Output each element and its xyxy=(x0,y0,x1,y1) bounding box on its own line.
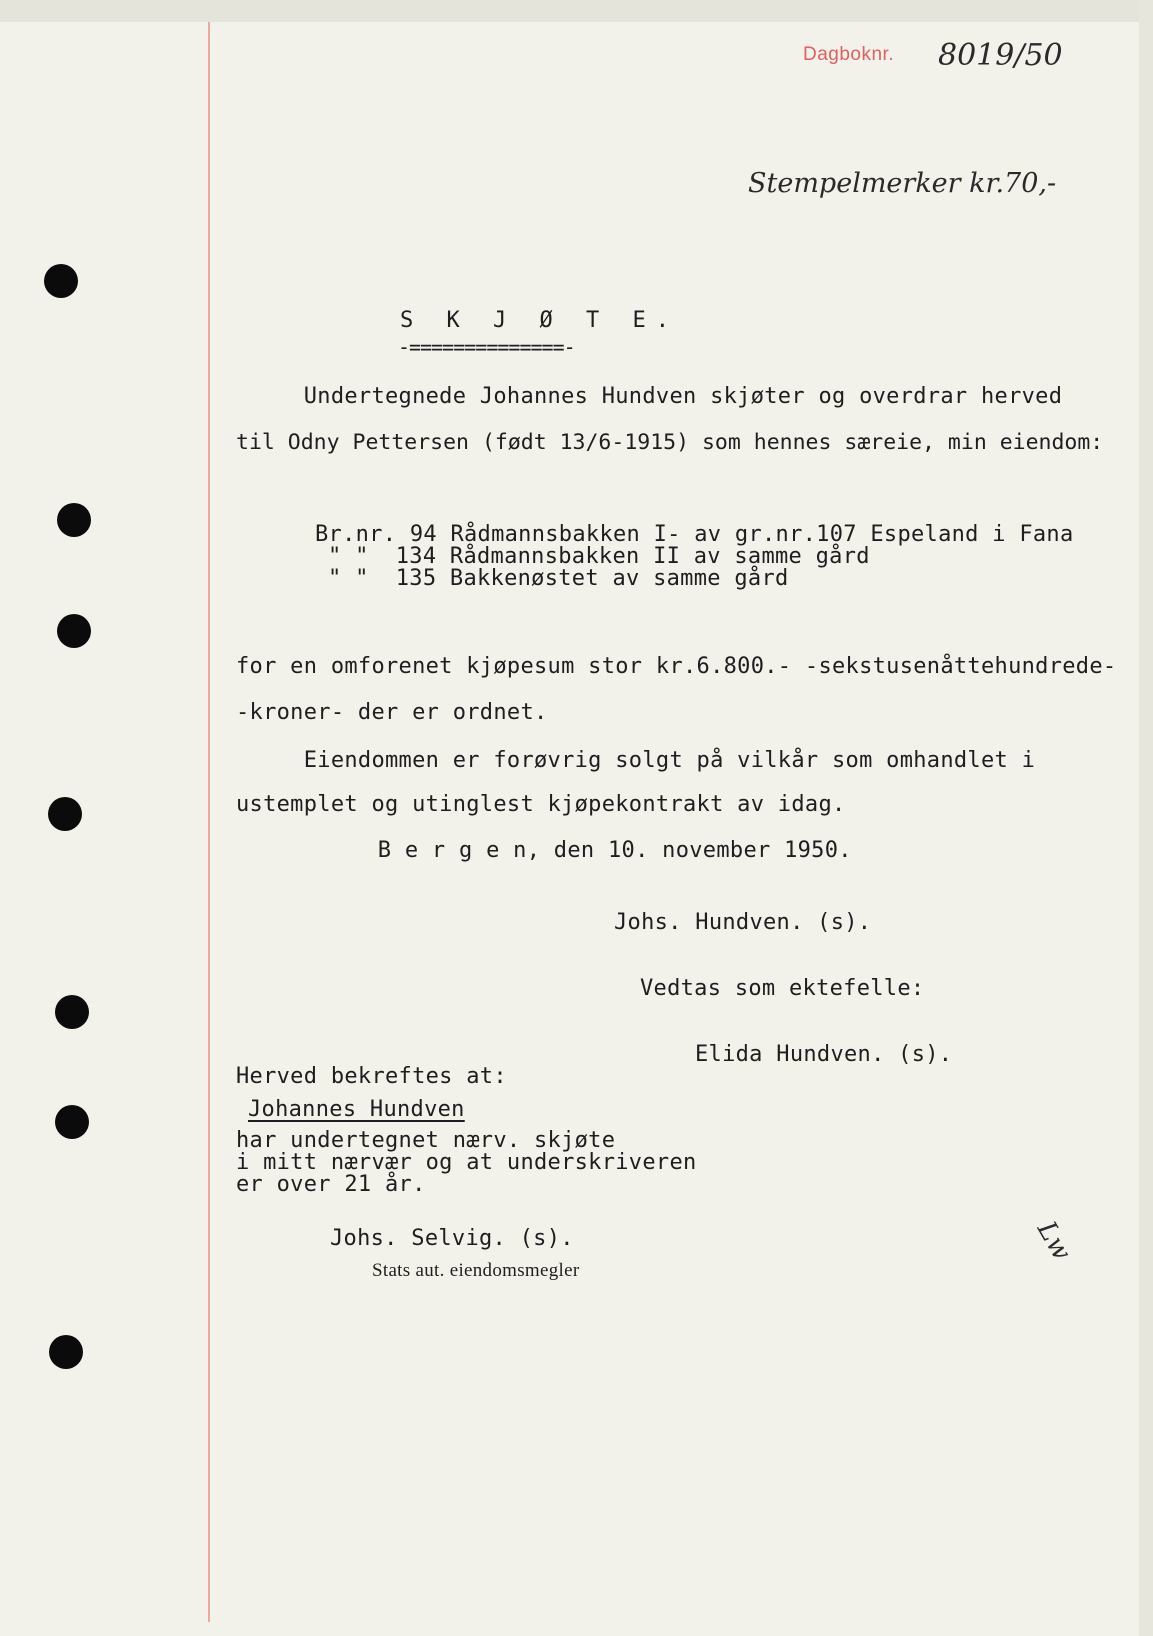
red-margin-line xyxy=(208,22,210,1622)
punch-hole xyxy=(48,797,82,831)
witness-line-1: har undertegnet nærv. skjøte xyxy=(236,1128,616,1153)
property-line-3: " " 135 Bakkenøstet av samme gård xyxy=(328,566,789,591)
punch-hole xyxy=(49,1335,83,1369)
seller-signature: Johs. Hundven. (s). xyxy=(614,910,872,935)
broker-signature: Johs. Selvig. (s). xyxy=(330,1226,574,1251)
property-line-1: Br.nr. 94 Rådmannsbakken I- av gr.nr.107 Espeland i Fana xyxy=(315,522,1074,547)
terms-line-2: ustemplet og utinglest kjøpekontrakt av idag. xyxy=(236,792,846,817)
scan-right-edge xyxy=(1139,0,1153,1636)
broker-title: Stats aut. eiendomsmegler xyxy=(372,1260,580,1281)
witness-party-name: Johannes Hundven xyxy=(248,1097,465,1122)
punch-hole xyxy=(55,995,89,1029)
punch-hole xyxy=(55,1105,89,1139)
witness-heading: Herved bekreftes at: xyxy=(236,1064,507,1089)
punch-hole xyxy=(57,503,91,537)
handwritten-initials: Lw xyxy=(1030,1216,1077,1266)
spouse-consent-heading: Vedtas som ektefelle: xyxy=(640,976,925,1001)
intro-line-2: til Odny Pettersen (født 13/6-1915) som hennes særeie, min eiendom: xyxy=(236,430,1104,455)
journal-number: 8019/50 xyxy=(938,38,1063,73)
place-and-date: B e r g e n, den 10. november 1950. xyxy=(310,838,852,863)
price-line-1: for en omforenet kjøpesum stor kr.6.800.- -sekstusenåttehundrede- xyxy=(236,654,1117,679)
price-line-2: -kroner- der er ordnet. xyxy=(236,700,548,725)
spouse-signature: Elida Hundven. (s). xyxy=(695,1042,953,1067)
title-rule: -==============- xyxy=(398,335,575,359)
stamp-fee-note: Stempelmerker kr.70,- xyxy=(748,168,1057,199)
terms-line-1: Eiendommen er forøvrig solgt på vilkår som omhandlet i xyxy=(236,748,1036,773)
journal-stamp-label: Dagboknr. xyxy=(803,44,895,65)
intro-line-1: Undertegnede Johannes Hundven skjøter og overdrar herved xyxy=(236,384,1063,409)
punch-hole xyxy=(44,264,78,298)
document-title: S K J Ø T E. xyxy=(400,308,679,333)
scan-top-edge xyxy=(0,0,1153,22)
witness-line-3: er over 21 år. xyxy=(236,1172,426,1197)
witness-line-2: i mitt nærvær og at underskriveren xyxy=(236,1150,697,1175)
property-line-2: " " 134 Rådmannsbakken II av samme gård xyxy=(328,544,870,569)
punch-hole xyxy=(57,614,91,648)
